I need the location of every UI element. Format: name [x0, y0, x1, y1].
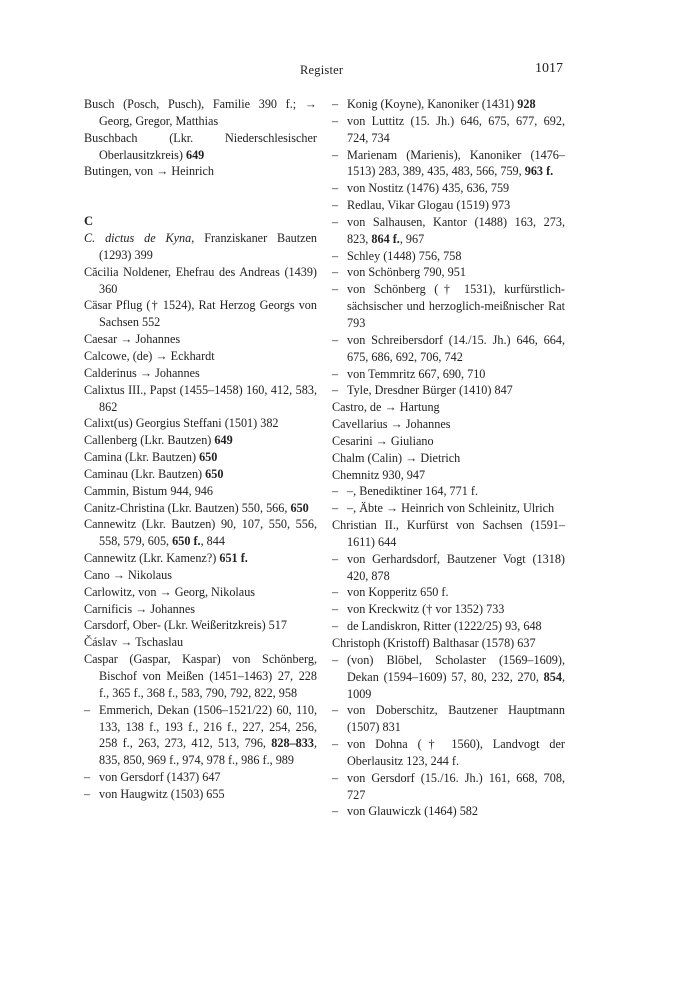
- index-entry: [332, 416, 565, 433]
- index-entry: [332, 180, 565, 197]
- entry-text: , Franziskaner Bautzen (1293) 399: [99, 231, 317, 262]
- entry-text: von Glauwiczk (1464) 582: [347, 804, 478, 819]
- entry-text: Castro, de → Hartung: [332, 400, 440, 415]
- index-entry: [84, 702, 317, 769]
- entry-text: –, Äbte → Heinrich von Schleinitz, Ulrich: [347, 501, 555, 516]
- index-entry: [84, 500, 317, 517]
- entry-text: Caminau (Lkr. Bautzen): [84, 466, 206, 481]
- entry-text: de Landiskron, Ritter (1222/25) 93, 648: [347, 619, 542, 634]
- entry-text: Căcilia Noldener, Ehefrau des Andreas (1439) 360: [84, 264, 317, 296]
- entry-text: Christian II., Kurfürst von Sachsen (1591–1611) 644: [332, 518, 565, 549]
- index-entry: [332, 433, 565, 450]
- entry-bold-page-ref: 963 f.: [524, 164, 554, 179]
- entry-text: Cäsar Pflug († 1524), Rat Herzog Georgs von Sachsen 552: [84, 298, 317, 330]
- index-entry: [84, 130, 317, 164]
- index-entry: [332, 248, 565, 265]
- sub-entry-dash: –: [332, 585, 339, 600]
- index-entry: [332, 584, 565, 601]
- index-entry: [332, 652, 565, 703]
- index-entry: [84, 96, 317, 130]
- entry-text: von Kreckwitz († vor 1352) 733: [347, 602, 505, 617]
- entry-group-c: [84, 230, 317, 803]
- index-entry: [84, 634, 317, 651]
- index-entry: [332, 803, 565, 820]
- entry-text: , 1009: [347, 669, 565, 701]
- index-entry: [332, 517, 565, 551]
- entry-text: von Schönberg († 1531), kurfürstlich-sächsischer und herzoglich-meißnischer Rat 793: [347, 282, 565, 330]
- sub-entry-dash: –: [84, 786, 91, 801]
- entry-text: von Schreibersdorf (14./15. Jh.) 646, 664, 675, 686, 692, 706, 742: [347, 332, 565, 364]
- entry-text: Canitz-Christina (Lkr. Bautzen) 550, 566,: [84, 500, 291, 515]
- entry-text: Schley (1448) 756, 758: [347, 248, 462, 263]
- sub-entry-dash: –: [332, 652, 339, 667]
- entry-text: Caesar → Johannes: [84, 332, 181, 347]
- entry-text: Chemnitz 930, 947: [332, 467, 426, 482]
- entry-text: Calderinus → Johannes: [84, 365, 200, 380]
- entry-text: von Gerhardsdorf, Bautzener Vogt (1318) 420, 878: [347, 551, 565, 583]
- entry-text: Cannewitz (Lkr. Kamenz?): [84, 551, 220, 566]
- index-entry: [332, 483, 565, 500]
- index-entry: [332, 399, 565, 416]
- sub-entry-dash: –: [332, 602, 339, 617]
- entry-text: von Schönberg 790, 951: [347, 265, 466, 280]
- running-header-title: Register: [300, 63, 344, 77]
- entry-text: , 967: [399, 231, 425, 246]
- sub-entry-dash: –: [332, 501, 339, 516]
- sub-entry-dash: –: [332, 198, 339, 213]
- sub-entry-dash: –: [332, 181, 339, 196]
- section-letter-heading: C: [84, 214, 94, 229]
- index-entry: [84, 382, 317, 416]
- sub-entry-dash: –: [332, 265, 339, 280]
- index-entry: [84, 415, 317, 432]
- sub-entry-dash: –: [332, 703, 339, 718]
- entry-text: von Temmritz 667, 690, 710: [347, 366, 486, 381]
- entry-text: , 844: [200, 534, 225, 549]
- entry-text: von Nostitz (1476) 435, 636, 759: [347, 181, 510, 196]
- index-entry: [332, 96, 565, 113]
- index-entry: [84, 567, 317, 584]
- index-entry: [332, 197, 565, 214]
- index-entry: [332, 281, 565, 332]
- sub-entry-dash: –: [332, 366, 339, 381]
- sub-entry-dash: –: [332, 332, 339, 347]
- index-entry: [84, 331, 317, 348]
- entry-text: von Gersdorf (1437) 647: [99, 770, 221, 785]
- entry-group-c-continued: [332, 96, 565, 820]
- entry-text: von Gersdorf (15./16. Jh.) 161, 668, 708, 727: [347, 770, 565, 802]
- index-column-right: [332, 96, 565, 820]
- entry-bold-page-ref: 650 f.: [172, 534, 201, 549]
- entry-text: Tyle, Dresdner Bürger (1410) 847: [347, 383, 513, 398]
- sub-entry-dash: –: [332, 804, 339, 819]
- entry-bold-page-ref: 650: [199, 450, 218, 465]
- index-entry: [84, 466, 317, 483]
- entry-bold-page-ref: 650: [205, 466, 224, 481]
- page-number: 1017: [535, 61, 563, 76]
- sub-entry-dash: –: [332, 282, 339, 297]
- entry-bold-page-ref: 864 f.: [371, 231, 400, 246]
- index-entry: [332, 147, 565, 181]
- index-entry: [84, 786, 317, 803]
- index-entry: [332, 618, 565, 635]
- entry-bold-page-ref: 928: [517, 97, 536, 111]
- entry-text: Calcowe, (de) → Eckhardt: [84, 348, 215, 363]
- entry-text: Redlau, Vikar Glogau (1519) 973: [347, 198, 511, 213]
- entry-text: Carlowitz, von → Georg, Nikolaus: [84, 584, 256, 599]
- entry-text: von Dohna († 1560), Landvogt der Oberlausitz 123, 244 f.: [347, 737, 565, 768]
- sub-entry-dash: –: [332, 214, 339, 229]
- entry-text: Marienam (Marienis), Kanoniker (1476–1513) 283, 389, 435, 483, 566, 759,: [347, 147, 565, 179]
- index-column-left: [84, 96, 317, 803]
- entry-text: Čáslav → Tschaslau: [84, 635, 184, 650]
- index-entry: [84, 601, 317, 618]
- entry-text: von Salhausen, Kantor (1488) 163, 273, 823,: [347, 214, 565, 246]
- index-entry: [84, 516, 317, 550]
- index-entry: [332, 450, 565, 467]
- index-entry: [84, 432, 317, 449]
- entry-bold-page-ref: 854: [543, 669, 562, 684]
- entry-text: Buschbach (Lkr. Niederschlesischer Oberlausitzkreis): [84, 130, 317, 162]
- sub-entry-dash: –: [332, 97, 339, 111]
- sub-entry-dash: –: [332, 147, 339, 162]
- index-entry: [84, 264, 317, 298]
- index-entry: [84, 365, 317, 382]
- entry-text: Callenberg (Lkr. Bautzen): [84, 433, 215, 448]
- index-entry: [332, 702, 565, 736]
- entry-bold-page-ref: 649: [185, 147, 205, 162]
- entry-text: Emmerich, Dekan (1506–1521/22) 60, 110, 133, 138 f., 193 f., 216 f., 227, 254, 256, 258 f., 263, 273, 412, 513, 796,: [99, 702, 317, 751]
- sub-entry-dash: –: [332, 248, 339, 263]
- index-entry: [332, 382, 565, 399]
- entry-text: Cesarini → Giuliano: [332, 433, 434, 448]
- entry-italic-text: C. dictus de Kyna: [84, 231, 192, 246]
- index-entry: [332, 366, 565, 383]
- section-gap: [84, 180, 317, 213]
- index-entry: [84, 483, 317, 500]
- entry-text: –, Benediktiner 164, 771 f.: [347, 484, 478, 499]
- index-entry: [84, 163, 317, 180]
- index-entry: [84, 230, 317, 264]
- entry-group-b: [84, 96, 317, 180]
- entry-bold-page-ref: 828–833: [271, 736, 314, 751]
- entry-text: Carsdorf, Ober- (Lkr. Weißeritzkreis) 517: [84, 618, 287, 633]
- entry-text: Christoph (Kristoff) Balthasar (1578) 637: [332, 636, 536, 650]
- entry-text: Cannewitz (Lkr. Bautzen) 90, 107, 550, 556, 558, 579, 605,: [84, 517, 317, 549]
- sub-entry-dash: –: [332, 737, 339, 752]
- sub-entry-dash: –: [84, 770, 91, 785]
- entry-text: von Doberschitz, Bautzener Hauptmann (1507) 831: [347, 703, 565, 735]
- entry-text: von Luttitz (15. Jh.) 646, 675, 677, 692, 724, 734: [347, 113, 565, 145]
- index-entry: [332, 601, 565, 618]
- index-entry: [84, 769, 317, 786]
- entry-text: von Kopperitz 650 f.: [347, 585, 449, 600]
- index-entry: [332, 736, 565, 770]
- entry-text: Cavellarius → Johannes: [332, 417, 451, 432]
- index-entry: [332, 214, 565, 248]
- entry-text: Busch (Posch, Pusch), Familie 390 f.; → Georg, Gregor, Matthias: [84, 97, 317, 128]
- entry-text: Konig (Koyne), Kanoniker (1431): [347, 97, 518, 111]
- index-entry: [332, 635, 565, 652]
- index-entry: [84, 617, 317, 634]
- entry-text: Calixtus III., Papst (1455–1458) 160, 412, 583, 862: [84, 382, 317, 414]
- index-entry: [84, 584, 317, 601]
- entry-text: Carnificis → Johannes: [84, 601, 196, 616]
- entry-text: Cammin, Bistum 944, 946: [84, 483, 213, 498]
- entry-text: Calixt(us) Georgius Steffani (1501) 382: [84, 416, 279, 431]
- entry-text: Cano → Nikolaus: [84, 567, 173, 582]
- sub-entry-dash: –: [332, 619, 339, 634]
- index-entry: [332, 551, 565, 585]
- entry-text: von Haugwitz (1503) 655: [99, 786, 225, 801]
- index-entry: [332, 332, 565, 366]
- index-entry: [84, 348, 317, 365]
- entry-bold-page-ref: 650: [290, 500, 309, 515]
- sub-entry-dash: –: [332, 113, 339, 128]
- entry-text: Caspar (Gaspar, Kaspar) von Schönberg, Bischof von Meißen (1451–1463) 27, 228 f., 365 f., 368 f., 583, 790, 792, 822, 958: [84, 652, 317, 700]
- index-entry: [332, 770, 565, 804]
- sub-entry-dash: –: [84, 702, 91, 717]
- entry-text: Butingen, von → Heinrich: [84, 164, 214, 179]
- sub-entry-dash: –: [332, 551, 339, 566]
- entry-text: Chalm (Calin) → Dietrich: [332, 450, 461, 465]
- index-entry: [332, 113, 565, 147]
- index-entry: [84, 651, 317, 702]
- sub-entry-dash: –: [332, 770, 339, 785]
- index-entry: [84, 297, 317, 331]
- entry-bold-page-ref: 649: [214, 433, 233, 448]
- entry-text: (von) Blöbel, Scholaster (1569–1609), Dekan (1594–1609) 57, 80, 232, 270,: [347, 652, 565, 684]
- entry-text: , 835, 850, 969 f., 974, 978 f., 986 f., 989: [99, 736, 317, 768]
- index-entry: [332, 467, 565, 484]
- index-entry: [84, 550, 317, 567]
- entry-bold-page-ref: 651 f.: [219, 551, 248, 566]
- index-entry: [332, 264, 565, 281]
- index-entry: [332, 500, 565, 517]
- index-entry: [84, 449, 317, 466]
- sub-entry-dash: –: [332, 484, 339, 499]
- sub-entry-dash: –: [332, 383, 339, 398]
- entry-text: Camina (Lkr. Bautzen): [84, 450, 200, 465]
